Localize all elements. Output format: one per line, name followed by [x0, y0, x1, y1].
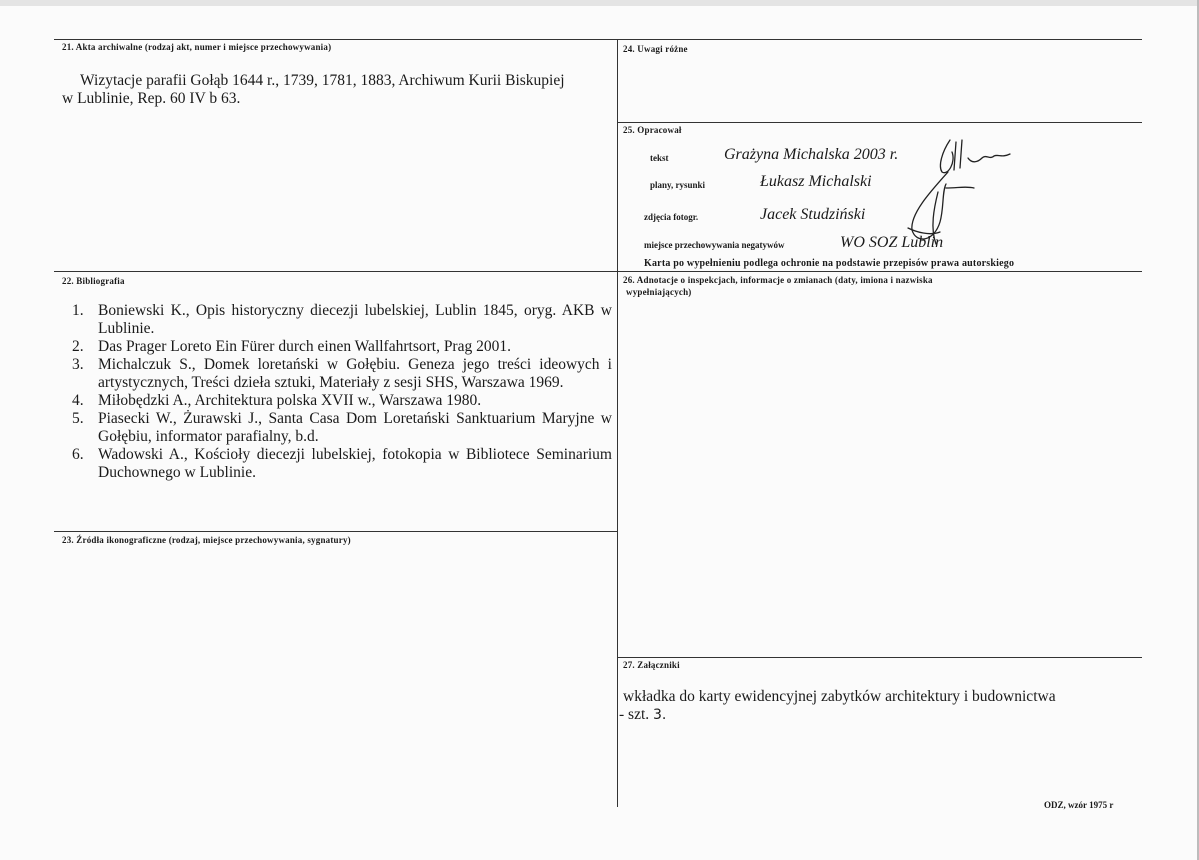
copyright-note: Karta po wypełnieniu podlega ochronie na podstawie przepisów prawa autorskiego: [644, 258, 1015, 269]
author-plans-label: plany, rysunki: [650, 180, 706, 190]
author-photos-label: zdjęcia fotogr.: [644, 212, 699, 222]
bibliography-item: [60, 302, 612, 338]
section26-title-line1: 26. Adnotacje o inspekcjach, informacje o zmianach (daty, imiona i nazwiska: [623, 275, 933, 285]
author-text-label: tekst: [650, 153, 669, 163]
author-text-value: Grażyna Michalska 2003 r.: [724, 146, 899, 163]
bibliography-item-text: Boniewski K., Opis historyczny diecezji lubelskiej, Lublin 1845, oryg. AKB w Lublinie.: [98, 302, 612, 337]
bibliography-item-number: 2.: [72, 338, 84, 355]
section21-line1: Wizytacje parafii Gołąb 1644 r., 1739, 1781, 1883, Archiwum Kurii Biskupiej: [80, 72, 565, 89]
bibliography-item-text: Miłobędzki A., Architektura polska XVII w., Warszawa 1980.: [98, 392, 482, 409]
bibliography-item-text: Das Prager Loreto Ein Fürer durch einen Wallfahrtsort, Prag 2001.: [98, 338, 511, 355]
bibliography-item: [60, 392, 612, 410]
section27-title: 27. Załączniki: [623, 660, 680, 670]
form-version: ODZ, wzór 1975 r: [1044, 800, 1114, 810]
section21-line2: w Lublinie, Rep. 60 IV b 63.: [62, 90, 241, 107]
section25-title: 25. Opracował: [623, 125, 682, 135]
page-edge: [0, 0, 1199, 6]
rule-top: [54, 39, 1142, 40]
bibliography-item-text: Piasecki W., Żurawski J., Santa Casa Dom Loretański Sanktuarium Maryjne w Gołębiu, informator parafialny, b.d.: [98, 410, 612, 445]
signature: [890, 132, 1020, 262]
attachment-count: 3.: [653, 707, 667, 723]
bibliography-item: [60, 446, 612, 482]
bibliography-item-text: Wadowski A., Kościoły diecezji lubelskiej, fotokopia w Bibliotece Seminarium Duchownego w Lublinie.: [98, 446, 612, 481]
author-photos-value: Jacek Studziński: [760, 206, 866, 223]
section22-title: 22. Bibliografia: [62, 276, 125, 286]
section21-title: 21. Akta archiwalne (rodzaj akt, numer i miejsce przechowywania): [62, 42, 332, 52]
negatives-location-value: WO SOZ Lublin: [840, 234, 944, 251]
section27-line1: wkładka do karty ewidencyjnej zabytków architektury i budownictwa: [623, 688, 1056, 705]
bibliography-item-number: 6.: [72, 446, 84, 463]
section23-title: 23. Źródła ikonograficzne (rodzaj, miejsce przechowywania, sygnatury): [62, 535, 351, 545]
bibliography-item: [60, 410, 612, 446]
bibliography-item-number: 3.: [72, 356, 84, 373]
bibliography-item: [60, 338, 612, 356]
bibliography-item-number: 5.: [72, 410, 84, 427]
bibliography-item-number: 4.: [72, 392, 84, 409]
bibliography-list: [60, 302, 612, 482]
section27-line2-prefix: - szt.: [619, 706, 650, 723]
author-plans-value: Łukasz Michalski: [760, 173, 872, 190]
rule-section27-top: [617, 657, 1142, 658]
rule-section22-top: [54, 271, 1142, 272]
negatives-location-label: miejsce przechowywania negatywów: [644, 240, 785, 250]
section26-title-line2: wypełniających): [626, 287, 692, 297]
section24-title: 24. Uwagi różne: [623, 44, 688, 54]
bibliography-item: [60, 356, 612, 392]
bibliography-item-text: Michalczuk S., Domek loretański w Gołębiu. Geneza jego treści ideowych i artystycznych, Treści dzieła sztuki, Materiały z sesji SHS, Warszawa 1969.: [98, 356, 612, 391]
rule-section23-top: [54, 531, 617, 532]
section27-line2: [619, 706, 666, 724]
rule-center: [617, 39, 618, 807]
bibliography-item-number: 1.: [72, 302, 84, 319]
rule-section24-bottom: [617, 122, 1142, 123]
